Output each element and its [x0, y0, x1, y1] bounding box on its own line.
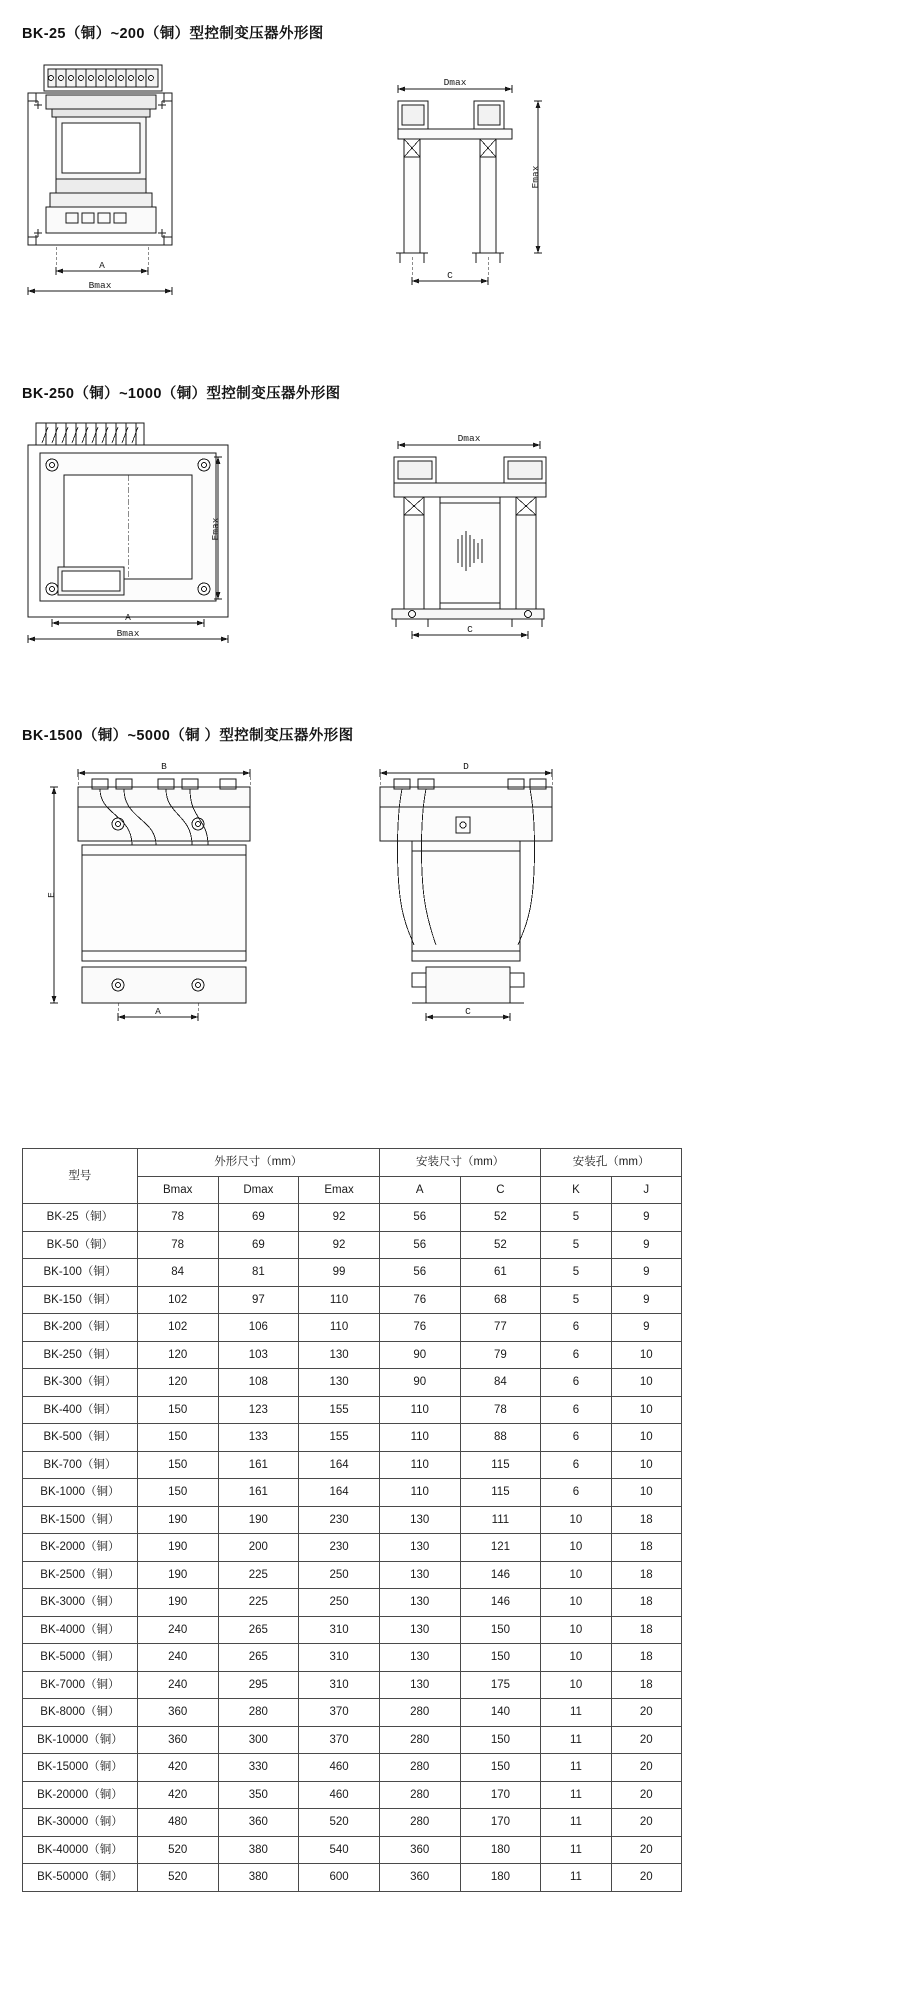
- cell-a: 130: [379, 1589, 460, 1617]
- cell-emax: 164: [299, 1479, 380, 1507]
- cell-c: 61: [460, 1259, 541, 1287]
- cell-dmax: 380: [218, 1836, 299, 1864]
- cell-k: 10: [541, 1561, 611, 1589]
- cell-j: 20: [611, 1864, 681, 1892]
- cell-emax: 230: [299, 1534, 380, 1562]
- cell-model: BK-20000（铜）: [23, 1781, 138, 1809]
- cell-j: 20: [611, 1699, 681, 1727]
- dim-label-b: B: [161, 761, 167, 772]
- cell-c: 88: [460, 1424, 541, 1452]
- table-row: [23, 1314, 682, 1342]
- cell-a: 130: [379, 1644, 460, 1672]
- cell-model: BK-500（铜）: [23, 1424, 138, 1452]
- cell-a: 130: [379, 1616, 460, 1644]
- cell-dmax: 161: [218, 1451, 299, 1479]
- cell-emax: 520: [299, 1809, 380, 1837]
- table-row: [23, 1561, 682, 1589]
- cell-c: 146: [460, 1589, 541, 1617]
- cell-a: 280: [379, 1726, 460, 1754]
- cell-bmax: 150: [137, 1451, 218, 1479]
- cell-c: 115: [460, 1451, 541, 1479]
- cell-c: 180: [460, 1864, 541, 1892]
- cell-c: 170: [460, 1781, 541, 1809]
- cell-model: BK-2000（铜）: [23, 1534, 138, 1562]
- header-emax: Emax: [299, 1176, 380, 1204]
- dimension-table: [22, 1148, 682, 1892]
- cell-emax: 310: [299, 1644, 380, 1672]
- cell-dmax: 265: [218, 1644, 299, 1672]
- table-row: [23, 1341, 682, 1369]
- cell-bmax: 360: [137, 1699, 218, 1727]
- cell-k: 5: [541, 1204, 611, 1232]
- section-title: BK-1500（铜）~5000（铜 ）型控制变压器外形图: [22, 728, 354, 744]
- cell-bmax: 190: [137, 1506, 218, 1534]
- header-mount-hole: 安装孔（mm）: [541, 1149, 682, 1177]
- cell-a: 110: [379, 1424, 460, 1452]
- header-dmax: Dmax: [218, 1176, 299, 1204]
- cell-model: BK-30000（铜）: [23, 1809, 138, 1837]
- cell-model: BK-7000（铜）: [23, 1671, 138, 1699]
- dim-label-dmax: Dmax: [457, 433, 481, 444]
- cell-model: BK-150（铜）: [23, 1286, 138, 1314]
- cell-model: BK-50000（铜）: [23, 1864, 138, 1892]
- cell-bmax: 240: [137, 1671, 218, 1699]
- table-row: [23, 1506, 682, 1534]
- cell-j: 9: [611, 1259, 681, 1287]
- cell-k: 11: [541, 1726, 611, 1754]
- cell-emax: 370: [299, 1726, 380, 1754]
- section-bk25-200: [22, 22, 878, 291]
- cell-c: 68: [460, 1286, 541, 1314]
- cell-k: 10: [541, 1534, 611, 1562]
- cell-a: 56: [379, 1204, 460, 1232]
- cell-c: 77: [460, 1314, 541, 1342]
- cell-emax: 99: [299, 1259, 380, 1287]
- cell-bmax: 102: [137, 1286, 218, 1314]
- cell-c: 115: [460, 1479, 541, 1507]
- cell-k: 5: [541, 1231, 611, 1259]
- cell-k: 11: [541, 1809, 611, 1837]
- section-bk250-1000: [22, 382, 878, 645]
- table-row: [23, 1616, 682, 1644]
- cell-k: 11: [541, 1864, 611, 1892]
- cell-dmax: 133: [218, 1424, 299, 1452]
- section-title: BK-25（铜）~200（铜）型控制变压器外形图: [22, 26, 324, 42]
- cell-model: BK-10000（铜）: [23, 1726, 138, 1754]
- cell-c: 78: [460, 1396, 541, 1424]
- cell-j: 9: [611, 1231, 681, 1259]
- cell-c: 150: [460, 1754, 541, 1782]
- cell-bmax: 150: [137, 1424, 218, 1452]
- dim-label-a: A: [99, 260, 105, 271]
- table-row: [23, 1699, 682, 1727]
- table-row: [23, 1589, 682, 1617]
- cell-k: 11: [541, 1754, 611, 1782]
- cell-model: BK-15000（铜）: [23, 1754, 138, 1782]
- cell-dmax: 69: [218, 1231, 299, 1259]
- table-row: [23, 1864, 682, 1892]
- cell-j: 18: [611, 1534, 681, 1562]
- cell-model: BK-5000（铜）: [23, 1644, 138, 1672]
- cell-model: BK-700（铜）: [23, 1451, 138, 1479]
- cell-bmax: 190: [137, 1534, 218, 1562]
- cell-k: 6: [541, 1396, 611, 1424]
- dim-label-c: C: [447, 270, 453, 281]
- table-row: [23, 1286, 682, 1314]
- cell-a: 56: [379, 1231, 460, 1259]
- cell-emax: 110: [299, 1314, 380, 1342]
- cell-k: 6: [541, 1341, 611, 1369]
- cell-dmax: 161: [218, 1479, 299, 1507]
- cell-emax: 92: [299, 1231, 380, 1259]
- table-row: [23, 1671, 682, 1699]
- dimension-table-wrapper: [22, 1148, 682, 1892]
- section-bk1500-5000: [22, 724, 878, 1025]
- header-outline-size: 外形尺寸（mm）: [137, 1149, 379, 1177]
- cell-a: 56: [379, 1259, 460, 1287]
- table-row: [23, 1534, 682, 1562]
- cell-emax: 310: [299, 1671, 380, 1699]
- cell-k: 6: [541, 1451, 611, 1479]
- cell-j: 10: [611, 1341, 681, 1369]
- cell-j: 9: [611, 1286, 681, 1314]
- cell-k: 10: [541, 1644, 611, 1672]
- table-row: [23, 1479, 682, 1507]
- cell-emax: 110: [299, 1286, 380, 1314]
- cell-c: 146: [460, 1561, 541, 1589]
- table-row: [23, 1369, 682, 1397]
- cell-k: 11: [541, 1699, 611, 1727]
- cell-bmax: 78: [137, 1231, 218, 1259]
- cell-model: BK-2500（铜）: [23, 1561, 138, 1589]
- cell-dmax: 265: [218, 1616, 299, 1644]
- figure-bk250-1000: [22, 417, 878, 645]
- cell-k: 10: [541, 1506, 611, 1534]
- cell-j: 18: [611, 1616, 681, 1644]
- table-row: [23, 1809, 682, 1837]
- dim-label-c: C: [467, 624, 473, 635]
- table-row: [23, 1781, 682, 1809]
- cell-model: BK-250（铜）: [23, 1341, 138, 1369]
- cell-emax: 230: [299, 1506, 380, 1534]
- cell-c: 140: [460, 1699, 541, 1727]
- cell-a: 110: [379, 1479, 460, 1507]
- cell-dmax: 81: [218, 1259, 299, 1287]
- cell-dmax: 330: [218, 1754, 299, 1782]
- cell-bmax: 120: [137, 1369, 218, 1397]
- cell-dmax: 295: [218, 1671, 299, 1699]
- cell-a: 90: [379, 1369, 460, 1397]
- cell-a: 130: [379, 1561, 460, 1589]
- cell-a: 76: [379, 1314, 460, 1342]
- cell-dmax: 225: [218, 1589, 299, 1617]
- cell-a: 280: [379, 1781, 460, 1809]
- cell-c: 84: [460, 1369, 541, 1397]
- cell-emax: 164: [299, 1451, 380, 1479]
- cell-model: BK-300（铜）: [23, 1369, 138, 1397]
- cell-bmax: 84: [137, 1259, 218, 1287]
- figure-bk1500-5000: [22, 759, 878, 1025]
- header-k: K: [541, 1176, 611, 1204]
- cell-model: BK-200（铜）: [23, 1314, 138, 1342]
- cell-j: 20: [611, 1781, 681, 1809]
- cell-emax: 460: [299, 1754, 380, 1782]
- table-row: [23, 1644, 682, 1672]
- cell-emax: 250: [299, 1589, 380, 1617]
- cell-j: 9: [611, 1204, 681, 1232]
- cell-k: 6: [541, 1479, 611, 1507]
- cell-emax: 370: [299, 1699, 380, 1727]
- cell-bmax: 360: [137, 1726, 218, 1754]
- header-model: 型号: [23, 1149, 138, 1204]
- cell-c: 175: [460, 1671, 541, 1699]
- section-title: BK-250（铜）~1000（铜）型控制变压器外形图: [22, 386, 341, 402]
- cell-model: BK-1000（铜）: [23, 1479, 138, 1507]
- cell-dmax: 106: [218, 1314, 299, 1342]
- cell-a: 280: [379, 1809, 460, 1837]
- cell-dmax: 300: [218, 1726, 299, 1754]
- cell-a: 110: [379, 1396, 460, 1424]
- cell-c: 52: [460, 1231, 541, 1259]
- cell-j: 20: [611, 1809, 681, 1837]
- cell-k: 6: [541, 1424, 611, 1452]
- cell-j: 20: [611, 1836, 681, 1864]
- cell-emax: 130: [299, 1341, 380, 1369]
- cell-dmax: 69: [218, 1204, 299, 1232]
- cell-dmax: 190: [218, 1506, 299, 1534]
- drawing-bk25-200: [22, 57, 878, 291]
- cell-j: 20: [611, 1726, 681, 1754]
- cell-k: 11: [541, 1836, 611, 1864]
- cell-a: 280: [379, 1754, 460, 1782]
- cell-k: 10: [541, 1589, 611, 1617]
- table-row: [23, 1754, 682, 1782]
- cell-emax: 600: [299, 1864, 380, 1892]
- cell-a: 90: [379, 1341, 460, 1369]
- cell-k: 11: [541, 1781, 611, 1809]
- cell-bmax: 120: [137, 1341, 218, 1369]
- cell-dmax: 380: [218, 1864, 299, 1892]
- cell-bmax: 190: [137, 1589, 218, 1617]
- cell-k: 5: [541, 1259, 611, 1287]
- cell-k: 10: [541, 1671, 611, 1699]
- table-row: [23, 1396, 682, 1424]
- table-row: [23, 1231, 682, 1259]
- cell-c: 79: [460, 1341, 541, 1369]
- dim-label-emax: Emax: [210, 517, 221, 541]
- cell-c: 170: [460, 1809, 541, 1837]
- cell-a: 110: [379, 1451, 460, 1479]
- cell-j: 10: [611, 1479, 681, 1507]
- cell-dmax: 97: [218, 1286, 299, 1314]
- cell-emax: 250: [299, 1561, 380, 1589]
- dim-label-d: D: [463, 761, 469, 772]
- header-mount-size: 安装尺寸（mm）: [379, 1149, 540, 1177]
- cell-k: 6: [541, 1369, 611, 1397]
- cell-bmax: 150: [137, 1479, 218, 1507]
- cell-a: 130: [379, 1534, 460, 1562]
- cell-model: BK-3000（铜）: [23, 1589, 138, 1617]
- dim-label-bmax: Bmax: [116, 628, 140, 639]
- table-body: [23, 1204, 682, 1892]
- cell-dmax: 123: [218, 1396, 299, 1424]
- cell-emax: 92: [299, 1204, 380, 1232]
- cell-j: 10: [611, 1424, 681, 1452]
- cell-bmax: 190: [137, 1561, 218, 1589]
- table-header-group-row: [23, 1149, 682, 1177]
- cell-bmax: 150: [137, 1396, 218, 1424]
- figure-bk25-200: [22, 57, 878, 291]
- cell-c: 180: [460, 1836, 541, 1864]
- cell-model: BK-40000（铜）: [23, 1836, 138, 1864]
- cell-emax: 460: [299, 1781, 380, 1809]
- cell-j: 9: [611, 1314, 681, 1342]
- cell-dmax: 350: [218, 1781, 299, 1809]
- cell-k: 10: [541, 1616, 611, 1644]
- cell-bmax: 420: [137, 1781, 218, 1809]
- cell-j: 10: [611, 1369, 681, 1397]
- cell-a: 280: [379, 1699, 460, 1727]
- dim-label-bmax: Bmax: [88, 280, 112, 291]
- header-c: C: [460, 1176, 541, 1204]
- drawing-bk1500-5000: [22, 759, 878, 1025]
- cell-a: 360: [379, 1836, 460, 1864]
- cell-j: 18: [611, 1644, 681, 1672]
- cell-bmax: 480: [137, 1809, 218, 1837]
- table-row: [23, 1424, 682, 1452]
- cell-model: BK-4000（铜）: [23, 1616, 138, 1644]
- cell-j: 18: [611, 1589, 681, 1617]
- cell-bmax: 520: [137, 1864, 218, 1892]
- cell-bmax: 78: [137, 1204, 218, 1232]
- dim-label-a: A: [125, 612, 131, 623]
- cell-k: 5: [541, 1286, 611, 1314]
- cell-bmax: 240: [137, 1644, 218, 1672]
- table-head: [23, 1149, 682, 1204]
- header-bmax: Bmax: [137, 1176, 218, 1204]
- cell-c: 121: [460, 1534, 541, 1562]
- header-a: A: [379, 1176, 460, 1204]
- cell-k: 6: [541, 1314, 611, 1342]
- cell-dmax: 360: [218, 1809, 299, 1837]
- table-row: [23, 1259, 682, 1287]
- drawing-bk250-1000: [22, 417, 878, 645]
- cell-j: 10: [611, 1396, 681, 1424]
- cell-j: 20: [611, 1754, 681, 1782]
- table-row: [23, 1726, 682, 1754]
- cell-c: 150: [460, 1616, 541, 1644]
- cell-dmax: 200: [218, 1534, 299, 1562]
- cell-a: 130: [379, 1506, 460, 1534]
- cell-bmax: 102: [137, 1314, 218, 1342]
- cell-model: BK-50（铜）: [23, 1231, 138, 1259]
- cell-j: 18: [611, 1506, 681, 1534]
- dim-label-emax: Emax: [530, 165, 541, 189]
- table-row: [23, 1204, 682, 1232]
- cell-model: BK-100（铜）: [23, 1259, 138, 1287]
- cell-bmax: 520: [137, 1836, 218, 1864]
- cell-c: 52: [460, 1204, 541, 1232]
- cell-bmax: 420: [137, 1754, 218, 1782]
- cell-j: 18: [611, 1671, 681, 1699]
- cell-j: 10: [611, 1451, 681, 1479]
- dim-label-c: C: [465, 1006, 471, 1017]
- cell-dmax: 280: [218, 1699, 299, 1727]
- header-j: J: [611, 1176, 681, 1204]
- table-row: [23, 1451, 682, 1479]
- cell-dmax: 108: [218, 1369, 299, 1397]
- cell-bmax: 240: [137, 1616, 218, 1644]
- cell-dmax: 225: [218, 1561, 299, 1589]
- dim-label-e: E: [46, 892, 57, 898]
- cell-c: 111: [460, 1506, 541, 1534]
- table-row: [23, 1836, 682, 1864]
- cell-emax: 130: [299, 1369, 380, 1397]
- cell-dmax: 103: [218, 1341, 299, 1369]
- cell-emax: 155: [299, 1396, 380, 1424]
- cell-emax: 540: [299, 1836, 380, 1864]
- cell-a: 76: [379, 1286, 460, 1314]
- dim-label-a: A: [155, 1006, 161, 1017]
- cell-j: 18: [611, 1561, 681, 1589]
- cell-model: BK-25（铜）: [23, 1204, 138, 1232]
- cell-model: BK-400（铜）: [23, 1396, 138, 1424]
- cell-c: 150: [460, 1644, 541, 1672]
- cell-emax: 310: [299, 1616, 380, 1644]
- cell-a: 130: [379, 1671, 460, 1699]
- cell-model: BK-1500（铜）: [23, 1506, 138, 1534]
- cell-c: 150: [460, 1726, 541, 1754]
- cell-a: 360: [379, 1864, 460, 1892]
- dim-label-dmax: Dmax: [443, 77, 467, 88]
- cell-emax: 155: [299, 1424, 380, 1452]
- cell-model: BK-8000（铜）: [23, 1699, 138, 1727]
